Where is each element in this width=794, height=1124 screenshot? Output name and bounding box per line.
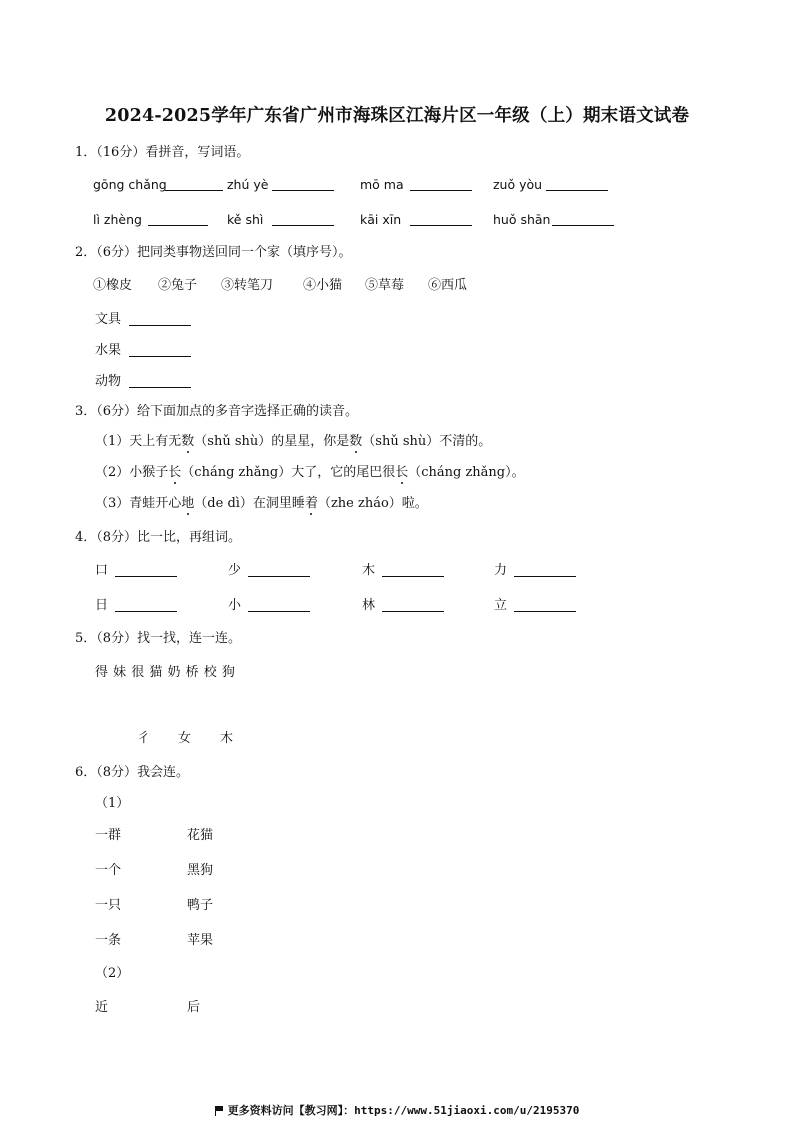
q2-category-fruit: 水果 [95, 343, 122, 358]
q1-heading: 1．（16分）看拼音，写词语。 [75, 145, 250, 160]
q3-l2-dotted-char-1: 长 [168, 465, 182, 480]
q3-l3-text-b: （de dì）在洞里睡 [194, 496, 305, 511]
q6-right-2[interactable]: 黑狗 [187, 863, 214, 878]
q5-radical-2[interactable]: 女 [178, 731, 192, 746]
q3-l1-text-b: （shǔ shù）的星星，你是 [194, 434, 350, 449]
q3-l2-text-d: （cháng zhǎng）。 [408, 465, 525, 480]
q3-l2-text-b: （cháng zhǎng）大了，它的尾巴很 [181, 465, 396, 480]
q1-pinyin-4: zuǒ yòu [493, 177, 543, 192]
q4-blank-6[interactable] [248, 599, 310, 612]
q6-right-1[interactable]: 花猫 [187, 828, 214, 843]
q1-blank-6[interactable] [272, 213, 334, 226]
q4-char-3: 木 [362, 563, 376, 578]
q1-blank-1[interactable] [165, 178, 223, 191]
q4-blank-4[interactable] [514, 564, 576, 577]
flag-icon [215, 1106, 224, 1115]
q2-blank-animal[interactable] [129, 375, 191, 388]
q1-blank-2[interactable] [272, 178, 334, 191]
q3-l1-dotted-char-2: 数 [349, 434, 363, 449]
q1-pinyin-6: kě shì [227, 212, 264, 227]
q6-heading: 6．（8分）我会连。 [75, 765, 190, 780]
q3-l3-text-a: （3）青蛙开心 [95, 496, 182, 511]
q3-l1-dotted-char-1: 数 [181, 434, 195, 449]
q2-heading: 2．（6分）把同类事物送回同一个家（填序号）。 [75, 245, 352, 260]
q5-radical-3[interactable]: 木 [220, 731, 234, 746]
q4-heading: 4．（8分）比一比，再组词。 [75, 530, 242, 545]
q3-l1-text-a: （1）天上有无 [95, 434, 182, 449]
footer-text: 更多资料访问【教习网】：https://www.51jiaoxi.com/u/2195370 [227, 1104, 580, 1117]
q3-heading: 3．（6分）给下面加点的多音字选择正确的读音。 [75, 404, 359, 419]
q3-l3-dotted-char-2: 着 [304, 496, 318, 511]
q3-l3-dotted-char-1: 地 [181, 496, 195, 511]
q4-char-4: 力 [494, 563, 508, 578]
q1-pinyin-5: lì zhèng [93, 212, 142, 227]
q6-left-5[interactable]: 近 [95, 1000, 109, 1015]
q1-blank-3[interactable] [410, 178, 472, 191]
q3-l1-text-d: （shǔ shù）不清的。 [362, 434, 492, 449]
q3-line-2 [95, 465, 525, 481]
q1-pinyin-7: kāi xīn [360, 212, 402, 227]
q6-part-2-label: （2） [95, 966, 130, 981]
q4-blank-1[interactable] [115, 564, 177, 577]
q2-item-1: ①橡皮 [93, 278, 133, 293]
q4-char-1: 口 [95, 563, 109, 578]
q2-item-5: ⑤草莓 [365, 278, 405, 293]
q6-left-4[interactable]: 一条 [95, 933, 122, 948]
q4-char-7: 林 [362, 598, 376, 613]
q6-right-3[interactable]: 鸭子 [187, 898, 214, 913]
q4-blank-7[interactable] [382, 599, 444, 612]
q5-heading: 5．（8分）找一找，连一连。 [75, 631, 242, 646]
q2-item-6: ⑥西瓜 [428, 278, 468, 293]
q2-category-animal: 动物 [95, 374, 122, 389]
q1-blank-7[interactable] [410, 213, 472, 226]
q1-blank-8[interactable] [552, 213, 614, 226]
q4-char-5: 日 [95, 598, 109, 613]
q2-item-4: ④小猫 [303, 278, 343, 293]
q2-category-stationery: 文具 [95, 312, 122, 327]
q6-left-2[interactable]: 一个 [95, 863, 122, 878]
q1-pinyin-2: zhú yè [227, 177, 269, 192]
q5-radical-1[interactable]: 彳 [137, 731, 151, 746]
q1-blank-5[interactable] [148, 213, 208, 226]
q4-blank-3[interactable] [382, 564, 444, 577]
q4-char-6: 小 [228, 598, 242, 613]
q2-item-3: ③转笔刀 [221, 278, 274, 293]
q3-line-3 [95, 496, 428, 512]
q1-pinyin-8: huǒ shān [493, 212, 551, 227]
q4-blank-2[interactable] [248, 564, 310, 577]
q6-right-5[interactable]: 后 [187, 1000, 201, 1015]
q3-l2-text-a: （2）小猴子 [95, 465, 169, 480]
q5-character-list: 得 妹 很 猫 奶 桥 校 狗 [95, 665, 235, 680]
q4-char-2: 少 [228, 563, 242, 578]
q1-pinyin-1: gōng chǎng [93, 177, 167, 192]
q3-line-1 [95, 434, 491, 450]
q6-left-3[interactable]: 一只 [95, 898, 122, 913]
q6-right-4[interactable]: 苹果 [187, 933, 214, 948]
q2-blank-fruit[interactable] [129, 344, 191, 357]
q3-l3-text-d: （zhe zháo）啦。 [317, 496, 428, 511]
q4-char-8: 立 [494, 598, 508, 613]
q2-item-2: ②兔子 [158, 278, 198, 293]
q1-pinyin-3: mō ma [360, 177, 404, 192]
q4-blank-8[interactable] [514, 599, 576, 612]
q6-left-1[interactable]: 一群 [95, 828, 122, 843]
q2-blank-stationery[interactable] [129, 313, 191, 326]
page-title: 2024-2025学年广东省广州市海珠区江海片区一年级（上）期末语文试卷 [104, 106, 690, 126]
q1-blank-4[interactable] [546, 178, 608, 191]
q3-l2-dotted-char-2: 长 [395, 465, 409, 480]
q6-part-1-label: （1） [95, 796, 130, 811]
q4-blank-5[interactable] [115, 599, 177, 612]
footer-link[interactable] [0, 1102, 794, 1118]
